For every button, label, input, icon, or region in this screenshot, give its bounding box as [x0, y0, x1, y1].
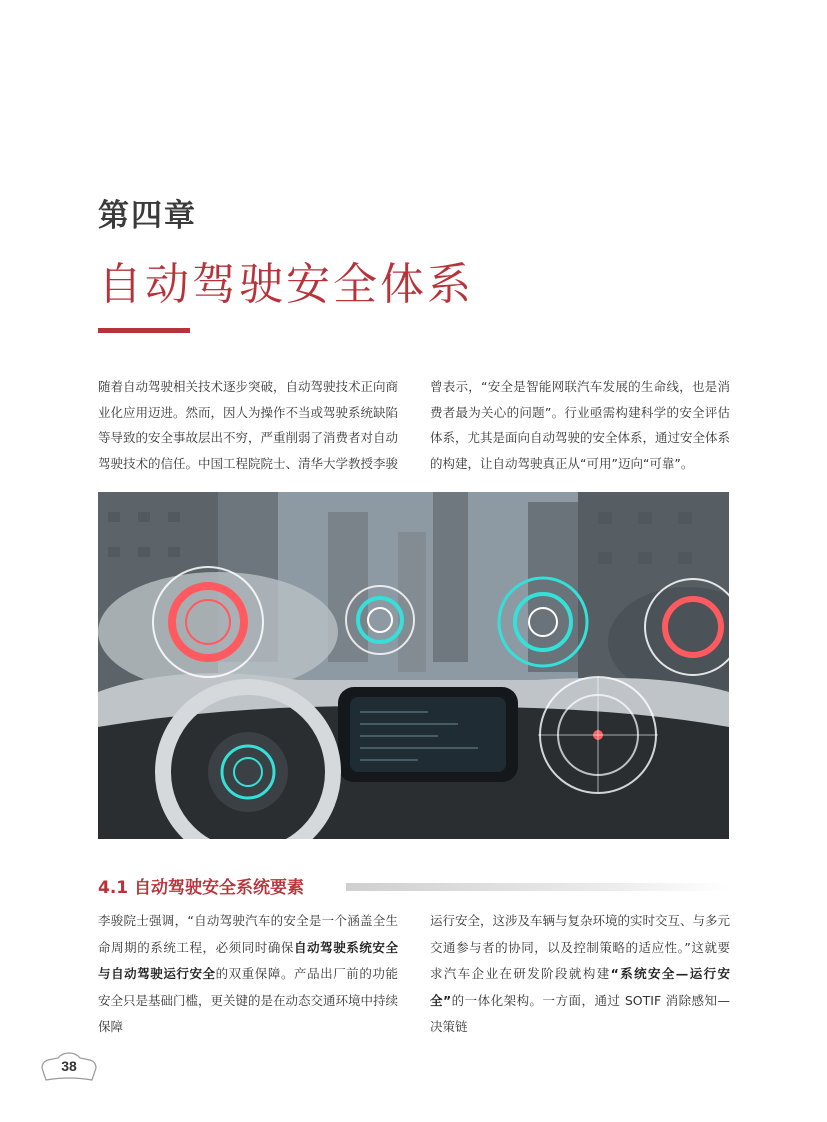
intro-paragraph-right: 曾表示，“安全是智能网联汽车发展的生命线，也是消费者最为关心的问题”。行业亟需构建科学的安全评估体系，尤其是面向自动驾驶的安全体系，通过安全体系的构建，让自动驾驶真正从“可用”迈向“可靠”。 [430, 379, 731, 471]
hero-image [98, 492, 729, 839]
chapter-title: 自动驾驶安全体系 [98, 259, 474, 310]
body-text: 运行安全，这涉及车辆与复杂环境的实时交互、与多元交通参与者的协同，以及控制策略的适应性。”这就要求汽车企业在研发阶段就构建 [430, 913, 731, 981]
body-paragraph-right [430, 908, 730, 1041]
section-heading: 4.1 自动驾驶安全系统要素 [98, 878, 305, 898]
body-text: 的双重保障。产品出厂前的功能安全只是基础门槛，更关键的是在动态交通环境中持续保障 [98, 966, 399, 1034]
chapter-label: 第四章 [98, 198, 197, 234]
intro-paragraph-left: 随着自动驾驶相关技术逐步突破，自动驾驶技术正向商业化应用迈进。然而，因人为操作不当或驾驶系统缺陷等导致的安全事故层出不穷，严重削弱了消费者对自动驾驶技术的信任。中国工程院院士、清华大学教授李骏 [98, 379, 399, 471]
section-divider [346, 883, 729, 891]
page-number-badge [40, 1050, 98, 1084]
car-cockpit-hud-illustration [98, 492, 729, 839]
body-paragraph-left [98, 908, 398, 1041]
body-text: 的一体化架构。一方面，通过 SOTIF 消除感知—决策链 [430, 992, 731, 1034]
body-text: 李骏院士强调，“自动驾驶汽车的安全是一个涵盖全生命周期的系统工程，必须同时确保 [98, 913, 398, 955]
title-underline [98, 328, 190, 333]
body-highlight: 自动驾驶系统安全与自动驾驶运行安全 [98, 939, 398, 981]
body-highlight: “系统安全—运行安全” [430, 966, 730, 1008]
page-number: 38 [61, 1058, 77, 1074]
